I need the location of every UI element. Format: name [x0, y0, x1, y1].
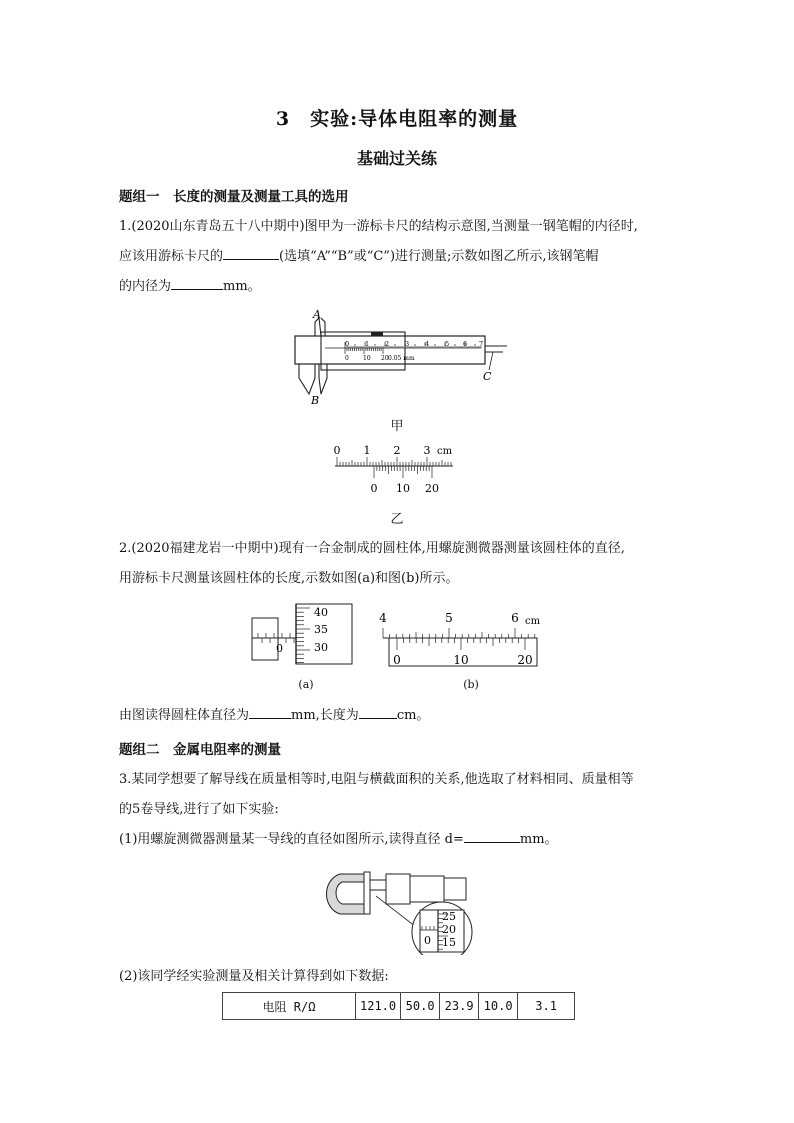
vernier-tick-0: 0 [345, 355, 349, 362]
table-cell: 3.1 [518, 993, 575, 1020]
q3-line-2: 的5卷导线,进行了如下实验: [119, 802, 279, 817]
figure-jia-caption: 甲 [390, 419, 404, 434]
label-a: A [313, 308, 321, 321]
fig-a-30: 30 [314, 641, 328, 654]
question-1 [119, 212, 679, 302]
q3-line-1: 3.某同学想要了解导线在质量相等时,电阻与横截面积的关系,他选取了材料相同、质量相等 [119, 772, 634, 787]
main-tick-6: 6 [463, 340, 468, 348]
main-tick-4: 4 [425, 340, 430, 348]
answer-blank[interactable] [223, 245, 279, 260]
main-tick-0: 0 [345, 340, 350, 348]
figure-a-caption: (a) [298, 678, 314, 691]
q3-sub-2: (2)该同学经实验测量及相关计算得到如下数据: [119, 969, 389, 984]
yi-unit: cm [437, 446, 453, 457]
vernier-scale-yi [325, 440, 465, 500]
fig-b-main-5: 5 [445, 611, 453, 625]
figure-yi-caption: 乙 [390, 512, 404, 527]
main-tick-2: 2 [385, 340, 390, 348]
answer-blank[interactable] [249, 704, 291, 719]
mic-20: 20 [442, 923, 456, 936]
label-c: C [483, 370, 492, 383]
answer-blank[interactable] [464, 828, 520, 843]
caliper-diagram [285, 308, 515, 408]
q1-line-1: 1.(2020山东青岛五十八中期中)图甲为一游标卡尺的结构示意图,当测量一钢笔帽的内径时, [119, 219, 638, 234]
section-subtitle: 基础过关练 [356, 149, 437, 168]
q1-line-3: 的内径为 mm。 [119, 272, 679, 302]
table-header-cell: 电阻 R/Ω [223, 993, 356, 1020]
vernier-scale-b [375, 608, 550, 668]
vernier-precision: 0.05 mm [388, 355, 415, 362]
q3-sub-1: (1)用螺旋测微器测量某一导线的直径如图所示,读得直径 d= mm。 [119, 825, 679, 855]
main-tick-1: 1 [365, 340, 370, 348]
resistance-table [222, 992, 575, 1020]
fig-b-vernier-20: 20 [517, 653, 533, 667]
table-cell: 23.9 [440, 993, 479, 1020]
fig-b-main-4: 4 [379, 611, 387, 625]
yi-vernier-10: 10 [396, 482, 410, 495]
fig-b-vernier-10: 10 [453, 653, 469, 667]
fig-a-35: 35 [314, 623, 328, 636]
fig-a-40: 40 [314, 606, 328, 619]
main-tick-5: 5 [445, 340, 450, 348]
micrometer-a [248, 600, 358, 670]
main-tick-3: 3 [405, 340, 410, 348]
yi-main-2: 2 [393, 444, 401, 457]
fig-a-0: 0 [276, 642, 283, 655]
answer-blank[interactable] [171, 275, 223, 290]
table-cell: 121.0 [356, 993, 401, 1020]
table-cell: 50.0 [401, 993, 440, 1020]
yi-main-0: 0 [333, 444, 341, 457]
yi-main-1: 1 [363, 444, 371, 457]
vernier-tick-10: 10 [363, 355, 371, 362]
question-2 [119, 534, 679, 594]
question-3 [119, 765, 679, 855]
micrometer-diagram [320, 860, 480, 955]
q2-answer-line: 由图读得圆柱体直径为 mm,长度为 cm。 [119, 701, 679, 731]
q1-line-2: 应该用游标卡尺的 (选填“A”“B”或“C”)进行测量;示数如图乙所示,该钢笔帽 [119, 242, 679, 272]
fig-b-unit: cm [525, 616, 541, 627]
mic-25: 25 [442, 910, 456, 923]
yi-vernier-20: 20 [425, 482, 439, 495]
page-title: 3 实验:导体电阻率的测量 [275, 108, 519, 130]
figure-b-caption: (b) [463, 678, 479, 691]
vernier-tick-20: 20 [381, 355, 389, 362]
table-row [223, 993, 575, 1020]
mic-15: 15 [442, 936, 456, 949]
mic-0: 0 [424, 934, 431, 947]
answer-blank[interactable] [359, 704, 397, 719]
yi-vernier-0: 0 [370, 482, 378, 495]
label-b: B [311, 394, 320, 407]
yi-main-3: 3 [423, 444, 431, 457]
q2-line-1: 2.(2020福建龙岩一中期中)现有一合金制成的圆柱体,用螺旋测微器测量该圆柱体的直径, [119, 541, 625, 556]
q2-line-2: 用游标卡尺测量该圆柱体的长度,示数如图(a)和图(b)所示。 [119, 571, 459, 586]
main-tick-7: 7 [479, 340, 484, 348]
table-cell: 10.0 [479, 993, 518, 1020]
group-2-heading: 题组二 金属电阻率的测量 [119, 742, 281, 758]
fig-b-main-6: 6 [511, 611, 519, 625]
group-1-heading: 题组一 长度的测量及测量工具的选用 [119, 189, 349, 205]
fig-b-vernier-0: 0 [393, 653, 401, 667]
